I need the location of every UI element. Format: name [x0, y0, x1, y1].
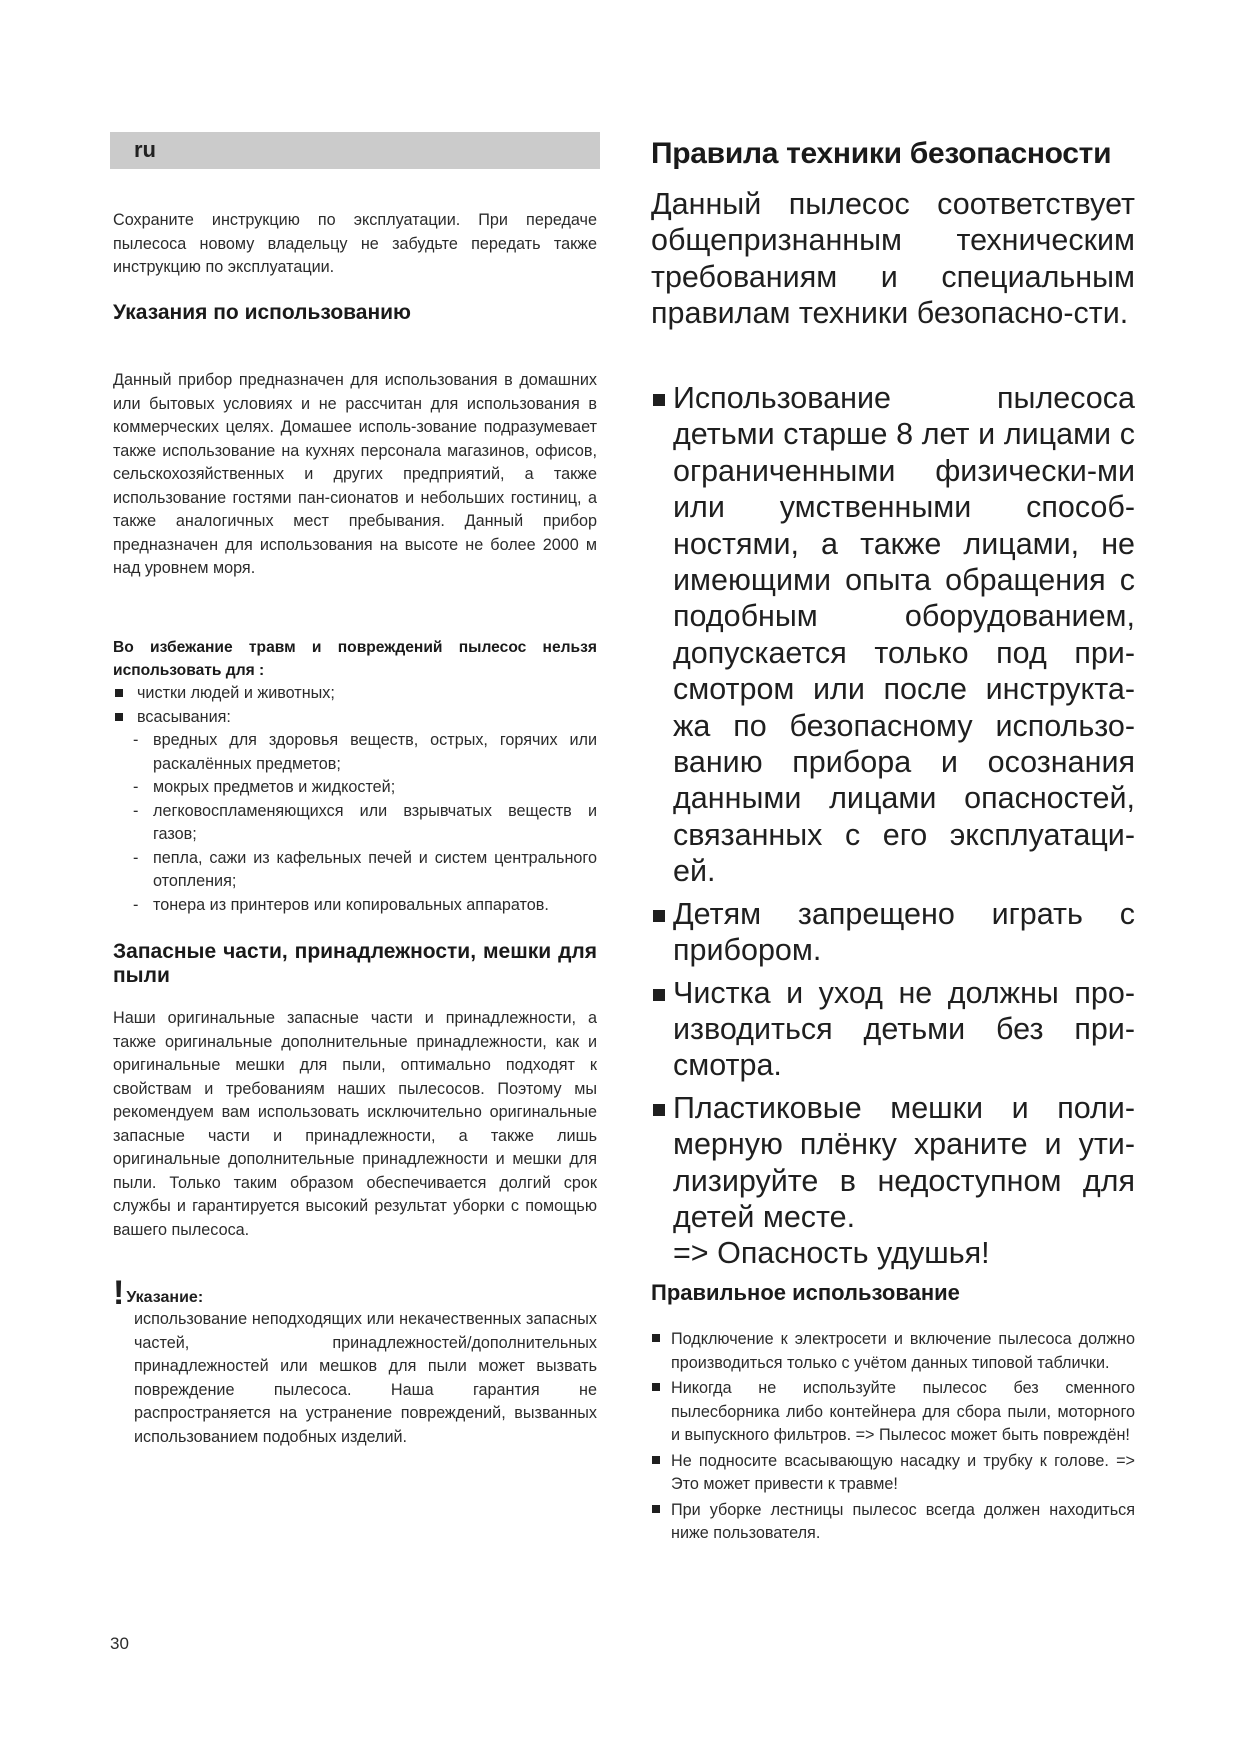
- safety-item: Детям запрещено играть с прибором.: [651, 896, 1135, 969]
- intro-paragraph: Сохраните инструкцию по эксплуатации. При передаче пылесоса новому владельцу не забудьте передать также инструкцию по эксплуатации.: [113, 211, 597, 276]
- proper-use-heading: Правильное использование: [651, 1280, 960, 1305]
- list-item: - пепла, сажи из кафельных печей и систем центрального отопления;: [133, 847, 597, 894]
- parts-paragraph: Наши оригинальные запасные части и принадлежности, а также оригинальные дополнительные принадлежности, как и оригинальные мешки для пыли, оптимально подходят к свойствам и требованиям наших пылесосов. Поэтому мы рекомендуем вам использовать исключительно оригинальные запасные части и принадлежности, а также лишь оригинальные дополнительные принадлежности и мешки для пыли. Только таким образом обеспечивается долгий срок службы и гарантируется высокий результат уборки с помощью вашего пылесоса.: [113, 1009, 597, 1239]
- safety-list: [651, 380, 1135, 1278]
- page-number: 30: [110, 1634, 129, 1653]
- language-bar: [110, 132, 600, 169]
- list-item: Подключение к электросети и включение пылесоса должно производиться только с учётом данных типовой таблички.: [651, 1328, 1135, 1375]
- notice-text: использование неподходящих или некачественных запасных частей, принадлежностей/дополнительных принадлежностей или мешков для пыли может вызвать повреждение пылесоса. Наша гарантия не распространяется на устранение повреждений, вызванных использованием подобных изделий.: [134, 1310, 597, 1446]
- usage-heading: Указания по использованию: [113, 301, 411, 324]
- notice-title: Указание:: [126, 1289, 204, 1306]
- forbidden-section: [113, 636, 597, 917]
- list-item: - вредных для здоровья веществ, острых, горячих или раскалённых предметов;: [133, 729, 597, 776]
- forbidden-heading: Во избежание травм и повреждений пылесос нельзя использовать для :: [113, 639, 597, 679]
- list-item: Никогда не используйте пылесос без сменного пылесборника либо контейнера для сбора пыли, моторного и выпускного фильтров. => Пылесос может быть повреждён!: [651, 1377, 1135, 1448]
- safety-heading: Правила техники безопасности: [651, 137, 1112, 170]
- danger-note: => Опасность удушья!: [673, 1236, 990, 1271]
- proper-use-list: [651, 1328, 1135, 1548]
- usage-paragraph: Данный прибор предназначен для использования в домашних или бытовых условиях и не рассчитан для использования в коммерческих целях. Домашее исполь-зование подразумевает также использование на кухнях персонала магазинов, офисов, сельскохозяйственных и других предприятий, а также использование гостями пан-сионатов и небольших гостиниц, а также аналогичных мест пребывания. Данный прибор предназначен для использования на высоте не более 2000 м над уровнем моря.: [113, 371, 597, 577]
- safety-item: Пластиковые мешки и поли-мерную плёнку храните и ути-лизируйте в недоступном для детей месте. => Опасность удушья!: [651, 1090, 1135, 1272]
- list-item: - тонера из принтеров или копировальных аппаратов.: [133, 894, 597, 918]
- list-item: Не подносите всасывающую насадку и трубку к голове. => Это может привести к травме!: [651, 1450, 1135, 1497]
- forbidden-list: [113, 682, 597, 729]
- parts-heading: Запасные части, принадлежности, мешки для пыли: [113, 940, 597, 987]
- notice-header: [113, 1274, 597, 1312]
- safety-item: Использование пылесоса детьми старше 8 лет и лицами с ограниченными физически-ми или умственными способ-ностями, а также лицами, не имеющими опыта обращения с подобным оборудованием, допускается только под при-смотром или после инструкта-жа по безопасному использо-ванию прибора и осознания данными лицами опасностей, связанных с его эксплуатаци-ей.: [651, 380, 1135, 890]
- list-item: всасывания:: [113, 706, 597, 730]
- suction-list: [113, 729, 597, 917]
- list-item: чистки людей и животных;: [113, 682, 597, 706]
- notice-block: [113, 1274, 597, 1449]
- safety-intro: Данный пылесос соответствует общепризнанным техническим требованиям и специальным правилам техники безопасно-сти.: [651, 187, 1135, 331]
- warning-icon: !: [113, 1274, 125, 1312]
- list-item: - легковоспламеняющихся или взрывчатых веществ и газов;: [133, 800, 597, 847]
- list-item: - мокрых предметов и жидкостей;: [133, 776, 597, 800]
- safety-item: Чистка и уход не должны про-изводиться детьми без при-смотра.: [651, 975, 1135, 1084]
- language-code: ru: [134, 137, 156, 162]
- list-item: При уборке лестницы пылесос всегда должен находиться ниже пользователя.: [651, 1499, 1135, 1546]
